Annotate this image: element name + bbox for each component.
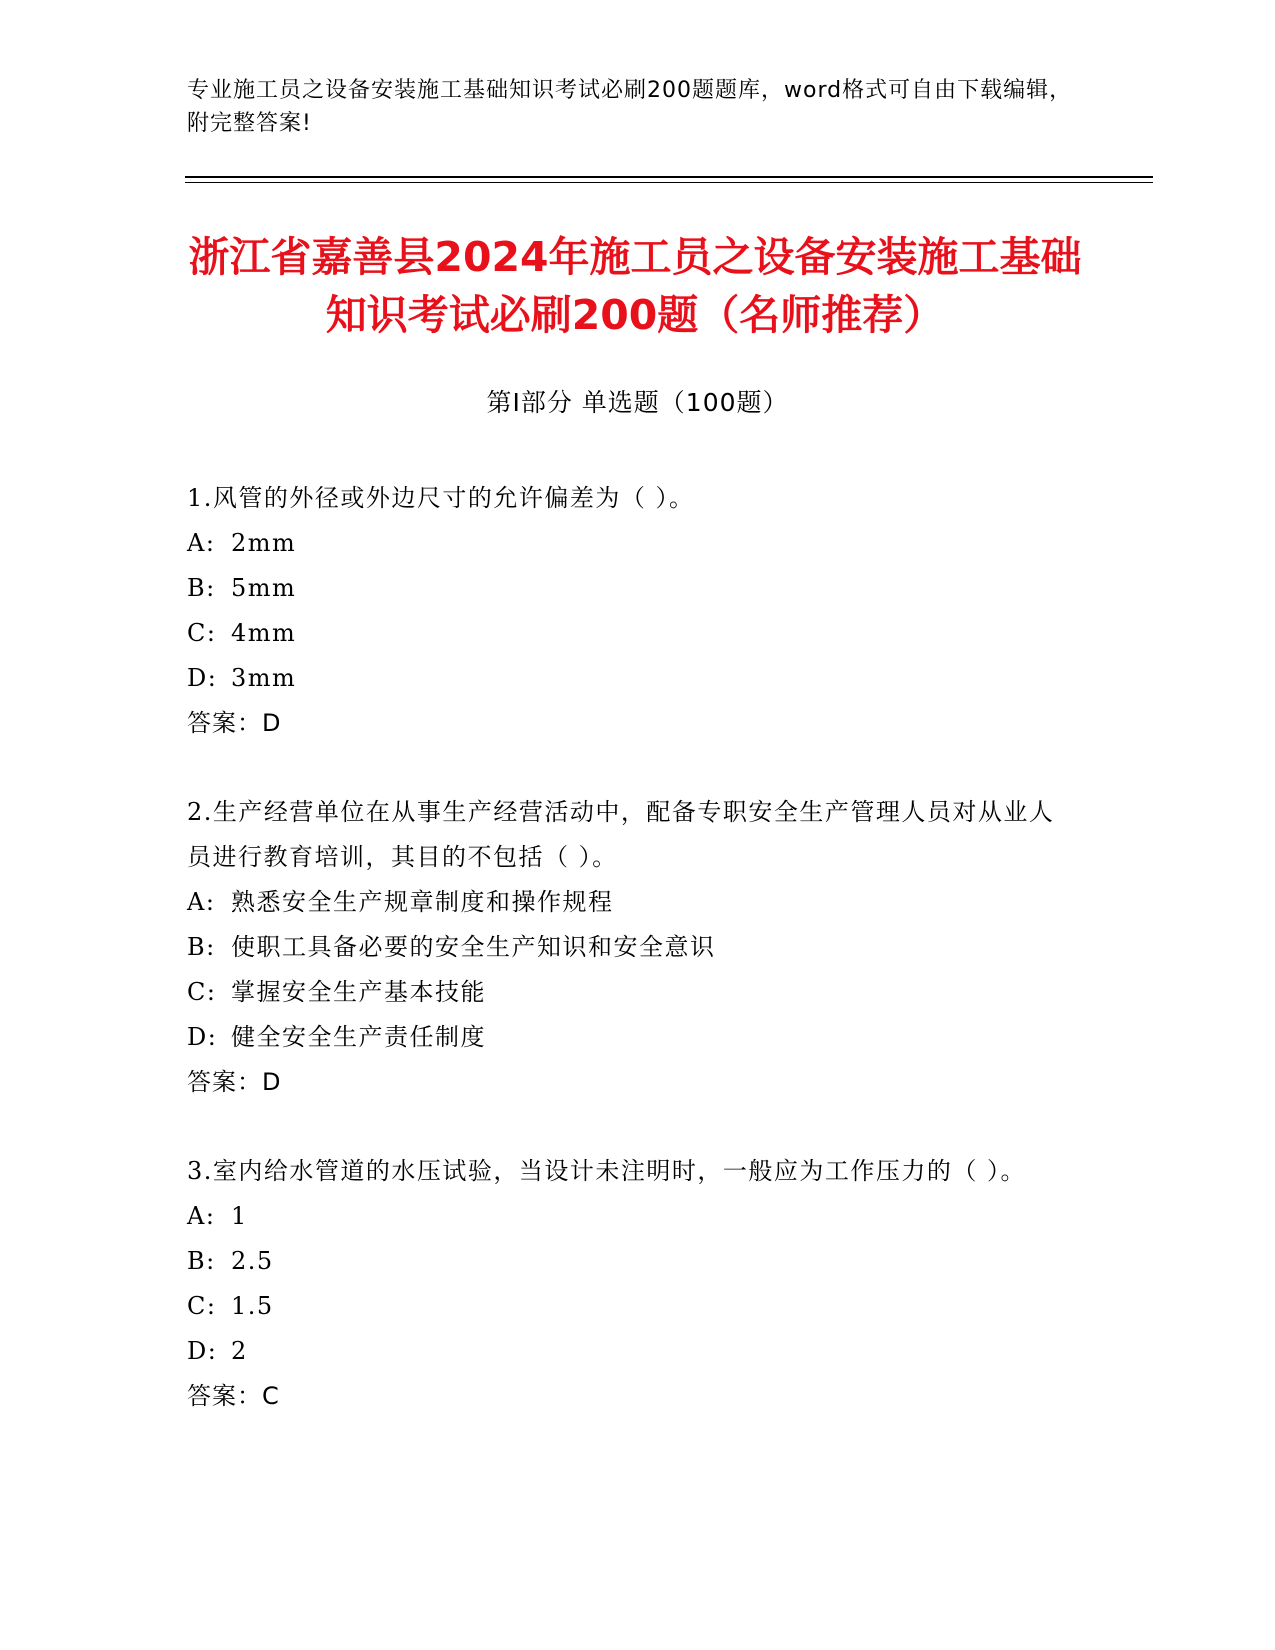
option-d — [187, 1015, 1067, 1060]
question-3 — [187, 1149, 1067, 1419]
option-text: 使职工具备必要的安全生产知识和安全意识 — [231, 933, 716, 961]
header-divider — [185, 176, 1153, 178]
option-text: 掌握安全生产基本技能 — [231, 978, 486, 1006]
option-letter: C: — [187, 1292, 217, 1320]
option-b — [187, 1239, 1067, 1284]
option-text: 2 — [231, 1337, 248, 1365]
option-a — [187, 880, 1067, 925]
option-b — [187, 925, 1067, 970]
option-text: 3mm — [231, 664, 297, 692]
question-stem: 2.生产经营单位在从事生产经营活动中，配备专职安全生产管理人员对从业人员进行教育培训，其目的不包括（ ）。 — [187, 798, 1055, 871]
question-stem: 3.室内给水管道的水压试验，当设计未注明时，一般应为工作压力的（ ）。 — [187, 1157, 1027, 1185]
option-b — [187, 566, 1067, 611]
document-title: 浙江省嘉善县2024年施工员之设备安装施工基础知识考试必刷200题（名师推荐） — [188, 233, 1082, 339]
option-letter: D: — [187, 664, 218, 692]
header-note: 专业施工员之设备安装施工基础知识考试必刷200题题库，word格式可自由下载编辑，附完整答案! — [187, 78, 1073, 136]
option-letter: B: — [187, 933, 216, 961]
option-d — [187, 1329, 1067, 1374]
answer: 答案：C — [187, 1382, 280, 1410]
option-text: 1 — [231, 1202, 248, 1230]
question-1 — [187, 476, 1067, 746]
option-text: 5mm — [231, 574, 297, 602]
option-letter: A: — [187, 888, 216, 916]
option-d — [187, 656, 1067, 701]
option-text: 4mm — [231, 619, 297, 647]
option-text: 1.5 — [231, 1292, 274, 1320]
section-title: 第Ⅰ部分 单选题（100题） — [486, 388, 789, 417]
option-c — [187, 1284, 1067, 1329]
option-letter: A: — [187, 1202, 216, 1230]
option-letter: D: — [187, 1337, 218, 1365]
answer: 答案：D — [187, 1068, 282, 1096]
option-text: 健全安全生产责任制度 — [231, 1023, 486, 1051]
header-divider-thin — [185, 182, 1153, 183]
option-a — [187, 521, 1067, 566]
option-letter: A: — [187, 529, 216, 557]
option-a — [187, 1194, 1067, 1239]
option-letter: B: — [187, 1247, 216, 1275]
option-letter: B: — [187, 574, 216, 602]
option-c — [187, 970, 1067, 1015]
option-c — [187, 611, 1067, 656]
question-list — [187, 476, 1067, 1463]
option-letter: C: — [187, 978, 217, 1006]
option-text: 2.5 — [231, 1247, 274, 1275]
option-text: 2mm — [231, 529, 297, 557]
answer: 答案：D — [187, 709, 282, 737]
question-2 — [187, 790, 1067, 1105]
question-stem: 1.风管的外径或外边尺寸的允许偏差为（ ）。 — [187, 484, 695, 512]
option-text: 熟悉安全生产规章制度和操作规程 — [231, 888, 614, 916]
option-letter: C: — [187, 619, 217, 647]
option-letter: D: — [187, 1023, 218, 1051]
